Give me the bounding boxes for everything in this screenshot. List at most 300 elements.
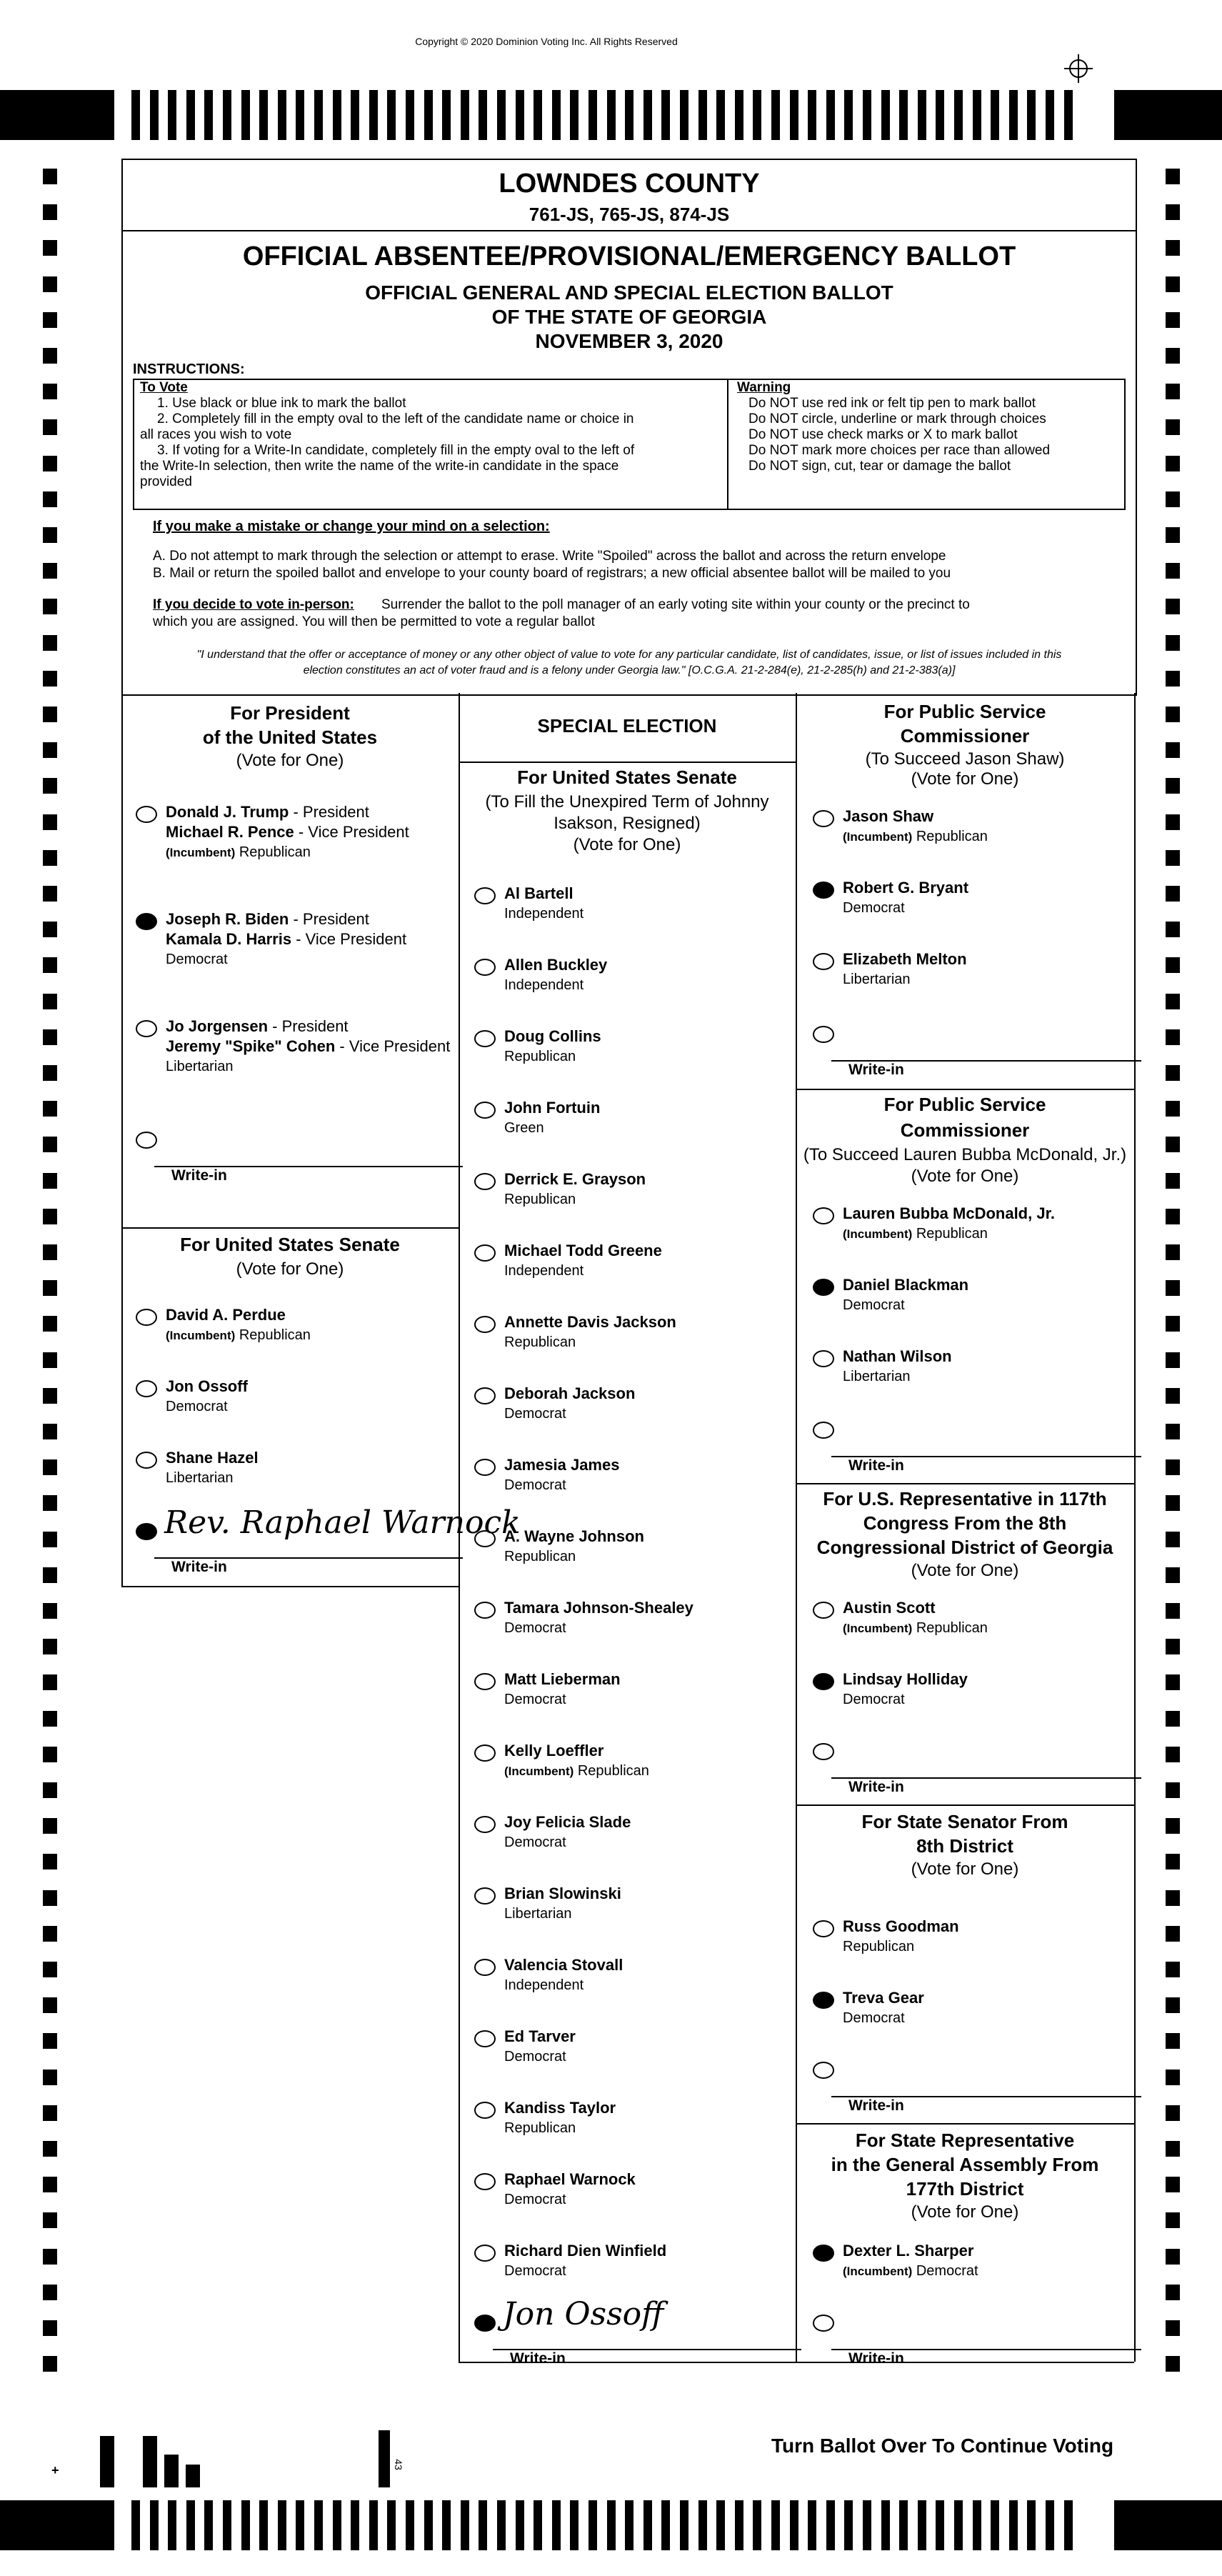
contest-divider (796, 2123, 1134, 2125)
candidate-party (504, 1834, 566, 1851)
side-timing-mark (1166, 1209, 1180, 1224)
incumbent-tag: (Incumbent) (504, 1764, 574, 1778)
id-mark (164, 2455, 179, 2487)
incumbent-tag: (Incumbent) (843, 830, 913, 844)
candidate-name-text: John Fortuin (504, 1099, 601, 1117)
vote-oval[interactable] (474, 2245, 496, 2262)
candidate-name (843, 1347, 952, 1366)
candidate-party (843, 1939, 914, 1955)
candidate-name (504, 1242, 662, 1260)
contest-subtitle: Isakson, Resigned) (554, 814, 701, 833)
vote-oval[interactable] (474, 1102, 496, 1119)
candidate-name (166, 803, 369, 822)
candidate-name (504, 1527, 644, 1546)
candidate-party (504, 1263, 584, 1279)
timing-bar (1027, 90, 1036, 140)
party-text: Independent (504, 1263, 584, 1279)
vote-oval[interactable] (813, 1350, 834, 1367)
write-in-label: Write-in (848, 1062, 904, 1078)
vote-oval[interactable] (474, 2102, 496, 2119)
side-timing-mark (43, 1890, 57, 1906)
write-in-oval[interactable] (136, 1132, 157, 1149)
side-timing-mark (43, 312, 57, 328)
candidate-name-text: Al Bartell (504, 884, 574, 902)
party-text: Republican (235, 1327, 311, 1343)
timing-bar (1046, 2500, 1054, 2550)
write-in-oval[interactable] (813, 1422, 834, 1439)
side-timing-mark (1166, 707, 1180, 722)
timing-bar (973, 2500, 981, 2550)
contest-title: of the United States (202, 727, 378, 748)
candidate-name-text: Raphael Warnock (504, 2170, 636, 2188)
election-title-1: OFFICIAL GENERAL AND SPECIAL ELECTION BALLOT (365, 281, 893, 304)
vote-oval[interactable] (474, 1030, 496, 1047)
registration-target-icon (1064, 54, 1093, 83)
party-text: Libertarian (843, 972, 911, 987)
timing-bar (881, 2500, 890, 2550)
timing-bar (863, 2500, 871, 2550)
write-in-oval[interactable] (813, 1743, 834, 1760)
side-timing-mark (1166, 1101, 1180, 1117)
candidate-name-text: Daniel Blackman (843, 1276, 969, 1294)
candidate-party (166, 1059, 234, 1075)
candidate-name (843, 1917, 959, 1936)
timing-bar (223, 2500, 231, 2550)
timing-bar (387, 90, 396, 140)
special-election-heading: SPECIAL ELECTION (537, 715, 717, 737)
candidate-name-text: Michael Todd Greene (504, 1242, 662, 1259)
party-text: Independent (504, 906, 584, 922)
timing-bar (607, 2500, 616, 2550)
side-timing-mark (43, 384, 57, 399)
candidate-party (504, 1620, 566, 1637)
side-timing-mark (43, 491, 57, 507)
timing-block (0, 2500, 114, 2550)
side-timing-mark (1166, 1316, 1180, 1332)
candidate-name-text: Richard Dien Winfield (504, 2242, 667, 2260)
incumbent-tag: (Incumbent) (843, 1227, 913, 1241)
candidate-party (843, 1692, 905, 1708)
vote-oval[interactable] (474, 959, 496, 976)
timing-bar (406, 90, 414, 140)
candidate-name (843, 807, 933, 826)
candidate-party (843, 900, 905, 917)
side-timing-mark (1166, 563, 1180, 579)
party-text: Democrat (166, 952, 228, 967)
vote-oval[interactable] (474, 1744, 496, 1762)
candidate-name (166, 910, 369, 929)
side-timing-mark (1166, 1495, 1180, 1511)
timing-bar (241, 2500, 250, 2550)
write-in-label: Write-in (171, 1559, 227, 1575)
timing-bar (296, 90, 304, 140)
contest-divider (796, 1804, 1134, 1806)
side-timing-mark (43, 2033, 57, 2049)
timing-bar (753, 90, 761, 140)
candidate-name-text: Joy Felicia Slade (504, 1813, 631, 1831)
side-timing-mark (43, 169, 57, 184)
party-text: Libertarian (843, 1369, 911, 1384)
county-header (121, 159, 1137, 231)
party-text: Libertarian (166, 1059, 234, 1074)
candidate-name-text: Jon Ossoff (166, 1377, 248, 1395)
side-timing-mark (43, 1280, 57, 1296)
side-timing-mark (1166, 1890, 1180, 1906)
candidate-party (504, 1049, 576, 1065)
party-text: Republican (504, 1192, 576, 1207)
candidate-name-text: Matt Lieberman (504, 1670, 621, 1688)
candidate-party (843, 829, 988, 845)
timing-bar (333, 2500, 341, 2550)
id-mark (379, 2430, 390, 2487)
candidate-name-text: Kelly Loeffler (504, 1742, 604, 1759)
vote-oval[interactable] (813, 953, 834, 970)
write-in-label: Write-in (848, 2350, 904, 2367)
timing-bar (223, 90, 231, 140)
vote-oval[interactable] (474, 1530, 496, 1547)
side-timing-mark (43, 1711, 57, 1727)
side-timing-mark (1166, 312, 1180, 328)
instructions-label: INSTRUCTIONS: (133, 361, 245, 377)
incumbent-tag: (Incumbent) (166, 1329, 236, 1342)
side-timing-mark (43, 1747, 57, 1762)
vote-oval[interactable] (813, 1602, 834, 1619)
write-in-oval[interactable] (136, 1523, 157, 1540)
vote-oval[interactable] (474, 1602, 496, 1619)
side-timing-mark (43, 1567, 57, 1583)
side-timing-mark (43, 599, 57, 614)
warning-line: Do NOT mark more choices per race than allowed (748, 443, 1051, 458)
party-text: Democrat (504, 2263, 566, 2279)
timing-bar (314, 90, 323, 140)
vote-oval[interactable] (474, 1459, 496, 1476)
warning-line: Do NOT use check marks or X to mark ballot (748, 427, 1018, 442)
side-timing-mark (43, 1065, 57, 1081)
vote-for-instruction: (Vote for One) (911, 1859, 1019, 1879)
timing-bar (351, 90, 359, 140)
vote-oval[interactable] (813, 1279, 834, 1296)
vote-oval[interactable] (474, 1673, 496, 1690)
side-timing-mark (1166, 1997, 1180, 2013)
contest-title: For Public Service (883, 701, 1046, 722)
side-timing-mark (43, 2320, 57, 2336)
mistake-a: A. Do not attempt to mark through the selection or attempt to erase. Write "Spoiled" across the ballot and across the return envelope (153, 549, 946, 564)
side-timing-mark (43, 1782, 57, 1798)
party-text: Democrat (504, 2049, 566, 2065)
to-vote-line: 1. Use black or blue ink to mark the ballot (157, 396, 406, 411)
side-timing-mark (1166, 1424, 1180, 1439)
side-timing-mark (43, 2070, 57, 2085)
side-timing-mark (43, 240, 57, 256)
side-timing-mark (43, 994, 57, 1009)
vote-oval[interactable] (474, 2030, 496, 2047)
vote-oval[interactable] (813, 810, 834, 827)
candidate-name (843, 1204, 1055, 1223)
candidate-party (166, 1470, 234, 1487)
candidate-party (843, 1369, 911, 1385)
side-timing-mark (43, 850, 57, 866)
timing-bar (899, 2500, 908, 2550)
timing-bar (150, 2500, 159, 2550)
side-timing-mark (43, 204, 57, 220)
timing-bar (899, 90, 908, 140)
timing-bar (204, 90, 213, 140)
timing-bar (771, 2500, 780, 2550)
vote-oval[interactable] (474, 1173, 496, 1190)
candidate-party (843, 2010, 905, 2027)
side-timing-mark (1166, 1639, 1180, 1654)
candidate-name-text: David A. Perdue (166, 1306, 286, 1324)
party-text: Democrat (504, 1620, 566, 1636)
contest-divider (459, 762, 796, 763)
vote-oval[interactable] (474, 1816, 496, 1833)
side-timing-mark (43, 1495, 57, 1511)
write-in-oval[interactable] (813, 2315, 834, 2332)
candidate-name-text: A. Wayne Johnson (504, 1527, 644, 1545)
running-mate-text: Jeremy "Spike" Cohen (166, 1037, 336, 1055)
party-text: Independent (504, 977, 584, 993)
side-timing-mark (43, 2177, 57, 2192)
timing-bar (168, 2500, 176, 2550)
timing-bar (369, 2500, 378, 2550)
timing-bar (698, 2500, 707, 2550)
write-in-label: Write-in (510, 2350, 566, 2367)
vote-oval[interactable] (136, 1020, 157, 1037)
candidate-name (166, 1017, 349, 1036)
vote-oval[interactable] (813, 2245, 834, 2262)
precinct-codes: 761-JS, 765-JS, 874-JS (529, 204, 730, 225)
timing-bar (278, 2500, 286, 2550)
timing-bar (936, 90, 944, 140)
to-vote-title: To Vote (140, 380, 188, 395)
contest-title: For President (230, 702, 350, 724)
party-text: Green (504, 1120, 544, 1136)
timing-bar (1064, 2500, 1073, 2550)
candidate-name-text: Jason Shaw (843, 807, 934, 825)
id-mark (186, 2465, 200, 2487)
timing-bar (753, 2500, 761, 2550)
mistake-title: If you make a mistake or change your mind on a selection: (153, 519, 550, 534)
side-timing-mark (43, 742, 57, 758)
candidate-name-text: Deborah Jackson (504, 1384, 636, 1402)
write-in-label: Write-in (171, 1167, 227, 1184)
contest-divider (796, 1483, 1134, 1484)
vote-oval[interactable] (474, 2173, 496, 2190)
candidate-name (504, 956, 607, 974)
party-text: Democrat (843, 1297, 905, 1313)
candidate-party (504, 1120, 544, 1137)
timing-bar (589, 90, 597, 140)
vote-oval[interactable] (474, 1387, 496, 1404)
side-timing-mark (43, 563, 57, 579)
candidate-role: - President (289, 910, 369, 928)
timing-bar (826, 90, 835, 140)
candidate-party (843, 1226, 988, 1242)
side-timing-mark (1166, 1926, 1180, 1942)
side-timing-mark (1166, 2212, 1180, 2228)
write-in-label: Write-in (848, 1779, 904, 1795)
vote-oval[interactable] (813, 1920, 834, 1937)
side-timing-mark (1166, 456, 1180, 471)
to-vote-section (134, 380, 728, 509)
candidate-name (843, 1989, 924, 2007)
candidate-role: - President (289, 803, 369, 821)
timing-bar (186, 90, 195, 140)
vote-oval[interactable] (813, 882, 834, 899)
side-timing-mark (43, 635, 57, 651)
timing-bar (516, 2500, 524, 2550)
contest-divider (121, 1227, 459, 1229)
timing-bar (442, 2500, 451, 2550)
timing-bar (680, 90, 688, 140)
timing-bar (259, 2500, 268, 2550)
handwritten-write-in: Rev. Raphael Warnock (164, 1504, 521, 1541)
candidate-name-text: Elizabeth Melton (843, 950, 967, 968)
side-timing-mark (1166, 2070, 1180, 2085)
vote-oval[interactable] (136, 806, 157, 823)
side-timing-mark (1166, 922, 1180, 937)
candidate-name (843, 1276, 968, 1294)
timing-bar (333, 90, 341, 140)
side-timing-mark (43, 1173, 57, 1189)
column-border (121, 693, 123, 1586)
timing-bar (570, 2500, 579, 2550)
timing-bar (534, 90, 542, 140)
to-vote-line: 2. Completely fill in the empty oval to the left of the candidate name or choice in (157, 411, 634, 426)
side-timing-mark (43, 1244, 57, 1260)
side-timing-mark (1166, 2177, 1180, 2192)
contest-title: 8th District (916, 1835, 1013, 1857)
side-timing-mark (1166, 1173, 1180, 1189)
candidate-name (504, 2027, 576, 2046)
vote-oval[interactable] (136, 1380, 157, 1397)
vote-oval[interactable] (136, 1309, 157, 1326)
incumbent-tag: (Incumbent) (166, 846, 236, 859)
party-text: Democrat (504, 1406, 566, 1422)
side-timing-mark (1166, 384, 1180, 399)
vote-oval[interactable] (813, 1673, 834, 1690)
candidate-name (504, 1313, 676, 1332)
contest-title: For United States Senate (517, 767, 737, 788)
vote-oval[interactable] (474, 887, 496, 904)
side-timing-mark (43, 1137, 57, 1152)
contest-title: For State Senator From (861, 1811, 1068, 1832)
side-timing-mark (1166, 491, 1180, 507)
candidate-name-text: Treva Gear (843, 1989, 924, 2007)
candidate-name (504, 1670, 621, 1689)
side-timing-mark (43, 1388, 57, 1404)
timing-bar (479, 90, 487, 140)
vote-oval[interactable] (474, 1959, 496, 1976)
party-text: Democrat (166, 1399, 228, 1414)
vote-for-instruction: (Vote for One) (236, 1259, 344, 1279)
side-timing-mark (43, 2285, 57, 2300)
plus-mark: + (51, 2463, 59, 2477)
candidate-party (166, 844, 311, 861)
id-mark (100, 2436, 114, 2487)
side-timing-mark (1166, 2033, 1180, 2049)
candidate-name-text: Annette Davis Jackson (504, 1313, 676, 1331)
bottom-timing-bar (0, 2500, 1222, 2550)
side-timing-mark (43, 2212, 57, 2228)
vote-oval[interactable] (474, 1244, 496, 1262)
write-in-oval[interactable] (813, 1026, 834, 1043)
timing-bar (424, 90, 433, 140)
candidate-name (504, 1884, 621, 1903)
side-timing-mark (43, 1352, 57, 1368)
write-in-oval[interactable] (813, 2062, 834, 2079)
party-text: Republican (912, 1226, 988, 1242)
to-vote-line: all races you wish to vote (140, 427, 292, 442)
candidate-party (504, 2192, 566, 2208)
contest-title: Commissioner (900, 725, 1030, 747)
vote-oval[interactable] (813, 1207, 834, 1224)
vote-oval[interactable] (474, 1316, 496, 1333)
timing-bar (918, 2500, 926, 2550)
timing-bar (625, 2500, 633, 2550)
vote-for-instruction: (Vote for One) (911, 769, 1019, 789)
party-text: Democrat (504, 1692, 566, 1707)
side-timing-mark (1166, 169, 1180, 184)
side-timing-mark (43, 2105, 57, 2121)
side-timing-mark (43, 419, 57, 435)
side-timing-mark (43, 922, 57, 937)
vote-for-instruction: (Vote for One) (911, 2202, 1019, 2222)
vote-oval[interactable] (474, 1887, 496, 1904)
candidate-role: - President (268, 1017, 349, 1035)
timing-bar (442, 90, 451, 140)
candidate-name-text: Tamara Johnson-Shealey (504, 1599, 693, 1617)
timing-bar (954, 2500, 963, 2550)
vote-oval[interactable] (136, 1452, 157, 1469)
contest-divider (796, 1089, 1134, 1090)
side-timing-mark (1166, 204, 1180, 220)
timing-bar (607, 90, 616, 140)
candidate-party (504, 1906, 572, 1922)
in-person-line: Surrender the ballot to the poll manager of an early voting site within your county or the precinct to (381, 597, 970, 612)
turn-over-note: Turn Ballot Over To Continue Voting (771, 2435, 1114, 2457)
candidate-name-text: Shane Hazel (166, 1449, 259, 1467)
warning-line: Do NOT sign, cut, tear or damage the ballot (748, 459, 1011, 474)
vote-oval[interactable] (136, 913, 157, 930)
side-timing-mark (1166, 2320, 1180, 2336)
side-timing-mark (1166, 1532, 1180, 1547)
side-timing-mark (43, 2249, 57, 2265)
candidate-name (504, 2170, 636, 2189)
to-vote-line: 3. If voting for a Write-In candidate, completely fill in the empty oval to the left of (157, 443, 635, 458)
candidate-name-text: Doug Collins (504, 1027, 601, 1045)
contest-title: Congress From the 8th (863, 1512, 1067, 1534)
party-text: Democrat (843, 1692, 905, 1707)
candidate-party (504, 1334, 576, 1351)
timing-bar (698, 90, 707, 140)
party-text: Democrat (504, 1477, 566, 1493)
timing-bar (186, 2500, 195, 2550)
election-date: NOVEMBER 3, 2020 (535, 330, 723, 352)
timing-block (1114, 2500, 1222, 2550)
side-timing-mark (43, 456, 57, 471)
candidate-name-text: Austin Scott (843, 1599, 936, 1617)
candidate-name (504, 2099, 616, 2117)
side-timing-mark (43, 1532, 57, 1547)
candidate-party (166, 1327, 311, 1344)
side-timing-mark (1166, 994, 1180, 1009)
vote-oval[interactable] (813, 1992, 834, 2009)
side-timing-mark (1166, 419, 1180, 435)
write-in-oval[interactable] (474, 2315, 496, 2332)
timing-bar (314, 2500, 323, 2550)
contest-subtitle: (To Succeed Jason Shaw) (865, 749, 1065, 769)
